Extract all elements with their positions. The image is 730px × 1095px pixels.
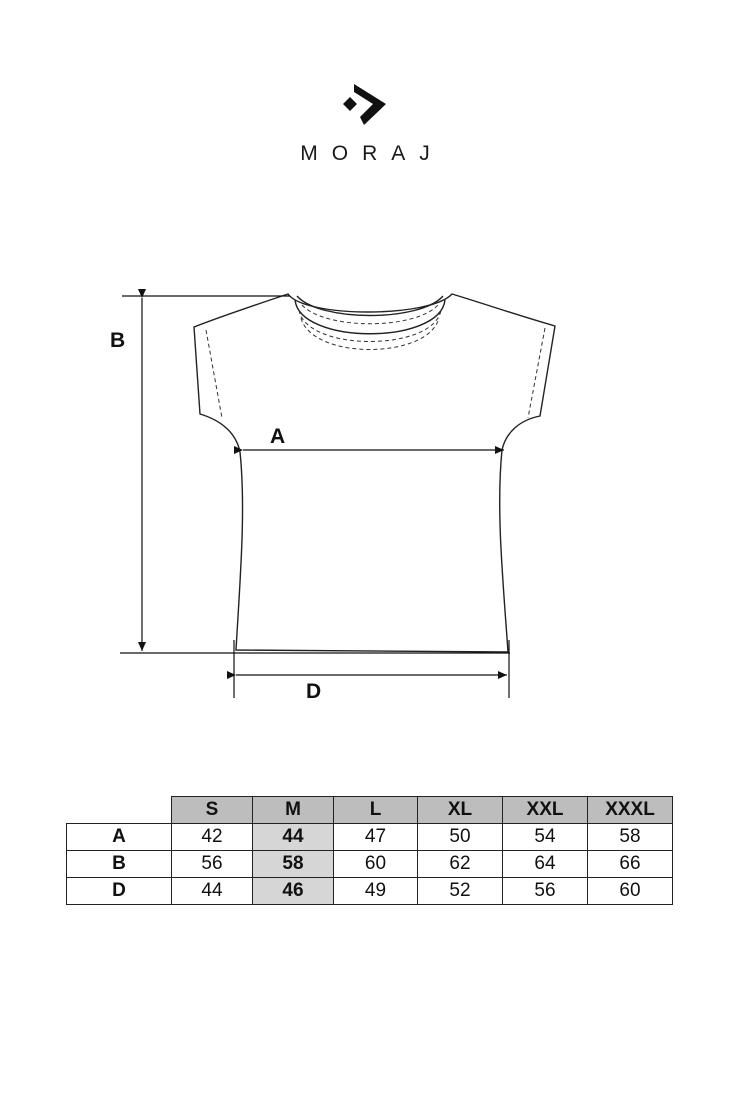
table-cell: 58 (588, 824, 673, 851)
dimension-b (120, 296, 510, 653)
table-cell: 60 (588, 878, 673, 905)
label-d: D (306, 680, 322, 703)
table-cell: 52 (418, 878, 503, 905)
size-header-s: S (172, 797, 253, 824)
brand-name: MORAJ (300, 142, 444, 165)
size-header-m: M (253, 797, 334, 824)
table-row (67, 878, 673, 905)
dimension-d (234, 640, 509, 698)
table-cell: 50 (418, 824, 503, 851)
size-header-xxxl: XXXL (588, 797, 673, 824)
table-cell: 49 (334, 878, 418, 905)
size-header-xxl: XXL (503, 797, 588, 824)
table-cell: 66 (588, 851, 673, 878)
table-cell: 42 (172, 824, 253, 851)
table-row (67, 824, 673, 851)
table-cell-highlight: 44 (253, 824, 334, 851)
size-header-xl: XL (418, 797, 503, 824)
size-header-row (67, 797, 673, 824)
table-cell: 54 (503, 824, 588, 851)
row-label-b: B (67, 851, 172, 878)
table-cell: 56 (503, 878, 588, 905)
table-corner (67, 797, 172, 824)
table-cell: 47 (334, 824, 418, 851)
table-cell: 64 (503, 851, 588, 878)
table-cell-highlight: 58 (253, 851, 334, 878)
table-cell: 62 (418, 851, 503, 878)
table-row (67, 851, 673, 878)
table-cell: 56 (172, 851, 253, 878)
stitching-lines (206, 305, 545, 418)
tshirt-outline (194, 294, 555, 652)
label-a: A (270, 425, 286, 448)
size-table (66, 796, 673, 905)
row-label-a: A (67, 824, 172, 851)
table-cell: 60 (334, 851, 418, 878)
row-label-d: D (67, 878, 172, 905)
table-cell: 44 (172, 878, 253, 905)
table-cell-highlight: 46 (253, 878, 334, 905)
size-header-l: L (334, 797, 418, 824)
label-b: B (110, 329, 126, 352)
